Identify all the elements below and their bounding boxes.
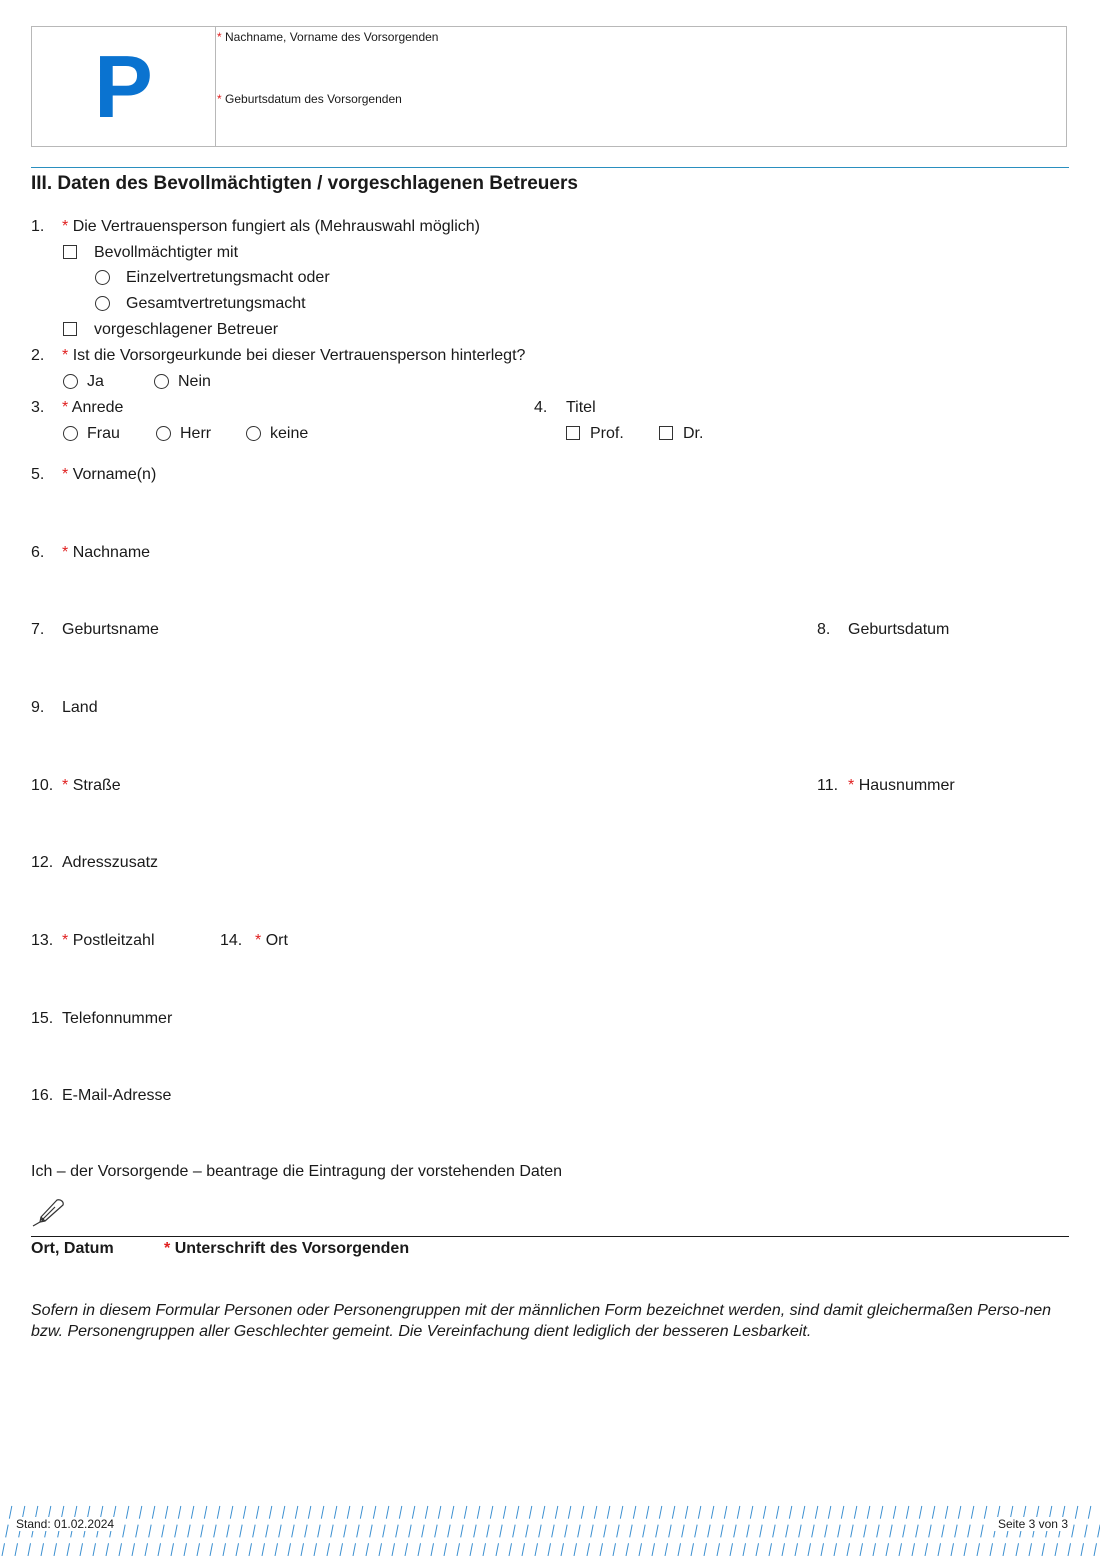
frau-radio[interactable] xyxy=(63,426,78,441)
keine-label: keine xyxy=(270,425,309,442)
q2-number: 2. xyxy=(31,347,45,364)
dr-checkbox[interactable] xyxy=(659,426,673,440)
ja-radio[interactable] xyxy=(63,374,78,389)
footer-page: Seite 3 von 3 xyxy=(994,1517,1072,1531)
frau-label: Frau xyxy=(87,425,120,442)
f6-number: 6. xyxy=(31,544,45,561)
f15-number: 15. xyxy=(31,1010,54,1027)
keine-radio[interactable] xyxy=(246,426,261,441)
herr-label: Herr xyxy=(180,425,212,442)
declaration-text: Ich – der Vorsorgende – beantrage die Eintragung der vorstehenden Daten xyxy=(31,1163,563,1180)
f13-number: 13. xyxy=(31,932,54,949)
fountain-pen-icon xyxy=(30,1198,66,1228)
footer-stand: Stand: 01.02.2024 xyxy=(12,1517,118,1531)
f7-number: 7. xyxy=(31,621,45,638)
nein-radio[interactable] xyxy=(154,374,169,389)
einzelvertretung-radio[interactable] xyxy=(95,270,110,285)
section-title: III. Daten des Bevollmächtigten / vorgeschlagenen Betreuers xyxy=(31,173,578,194)
q4-number: 4. xyxy=(534,399,548,416)
f11-number: 11. xyxy=(817,777,839,794)
q3-number: 3. xyxy=(31,399,45,416)
nachname-label: * Nachname xyxy=(62,544,151,561)
ja-label: Ja xyxy=(87,373,104,390)
gesamtvertretung-label: Gesamtvertretungsmacht xyxy=(126,295,306,312)
geburtsdatum-label: Geburtsdatum xyxy=(848,621,950,638)
bevollmaechtigter-checkbox[interactable] xyxy=(63,245,77,259)
header-box xyxy=(31,26,1067,147)
f12-number: 12. xyxy=(31,854,54,871)
form-letter: P xyxy=(94,36,153,136)
dr-label: Dr. xyxy=(683,425,704,442)
bevollmaechtigter-label: Bevollmächtigter mit xyxy=(94,244,239,261)
betreuer-label: vorgeschlagener Betreuer xyxy=(94,321,279,338)
footer-hatch xyxy=(0,1500,1100,1556)
f5-number: 5. xyxy=(31,466,45,483)
gesamtvertretung-radio[interactable] xyxy=(95,296,110,311)
ort-label: * Ort xyxy=(255,932,288,949)
einzelvertretung-label: Einzelvertretungsmacht oder xyxy=(126,269,330,286)
f14-number: 14. xyxy=(220,932,243,949)
strasse-label: * Straße xyxy=(62,777,121,794)
name-label: * Nachname, Vorname des Vorsorgenden xyxy=(217,30,439,44)
f9-number: 9. xyxy=(31,699,45,716)
gender-notice: Sofern in diesem Formular Personen oder Personengruppen mit der männlichen Form bezeichnet werden, sind damit gleichermaßen Perso-nen bzw. Personengruppen aller Geschlechter gemeint. Die Vereinfachung dient lediglich der besseren Lesbarkeit. xyxy=(31,1302,1052,1340)
q3-label: * Anrede xyxy=(62,399,124,416)
signature-line[interactable] xyxy=(31,1236,1069,1237)
f10-number: 10. xyxy=(31,777,54,794)
adresszusatz-label: Adresszusatz xyxy=(62,854,159,871)
land-label: Land xyxy=(62,699,98,716)
herr-radio[interactable] xyxy=(156,426,171,441)
telefonnummer-label: Telefonnummer xyxy=(62,1010,173,1027)
signature-label: * Unterschrift des Vorsorgenden xyxy=(164,1240,410,1257)
f8-number: 8. xyxy=(817,621,831,638)
q1-number: 1. xyxy=(31,218,45,235)
vorname-label: * Vorname(n) xyxy=(62,466,157,483)
section-rule xyxy=(31,167,1069,168)
prof-label: Prof. xyxy=(590,425,624,442)
hausnummer-label: * Hausnummer xyxy=(848,777,955,794)
postleitzahl-label: * Postleitzahl xyxy=(62,932,155,949)
q1-label: * Die Vertrauensperson fungiert als (Mehrauswahl möglich) xyxy=(62,218,480,235)
email-label: E-Mail-Adresse xyxy=(62,1087,172,1104)
birthdate-label: * Geburtsdatum des Vorsorgenden xyxy=(217,92,402,106)
betreuer-checkbox[interactable] xyxy=(63,322,77,336)
q4-label: Titel xyxy=(566,399,596,416)
f16-number: 16. xyxy=(31,1087,54,1104)
nein-label: Nein xyxy=(178,373,211,390)
geburtsname-label: Geburtsname xyxy=(62,621,159,638)
header-divider xyxy=(215,27,216,146)
ort-datum-label: Ort, Datum xyxy=(31,1240,114,1257)
prof-checkbox[interactable] xyxy=(566,426,580,440)
q2-label: * Ist die Vorsorgeurkunde bei dieser Vertrauensperson hinterlegt? xyxy=(62,347,526,364)
